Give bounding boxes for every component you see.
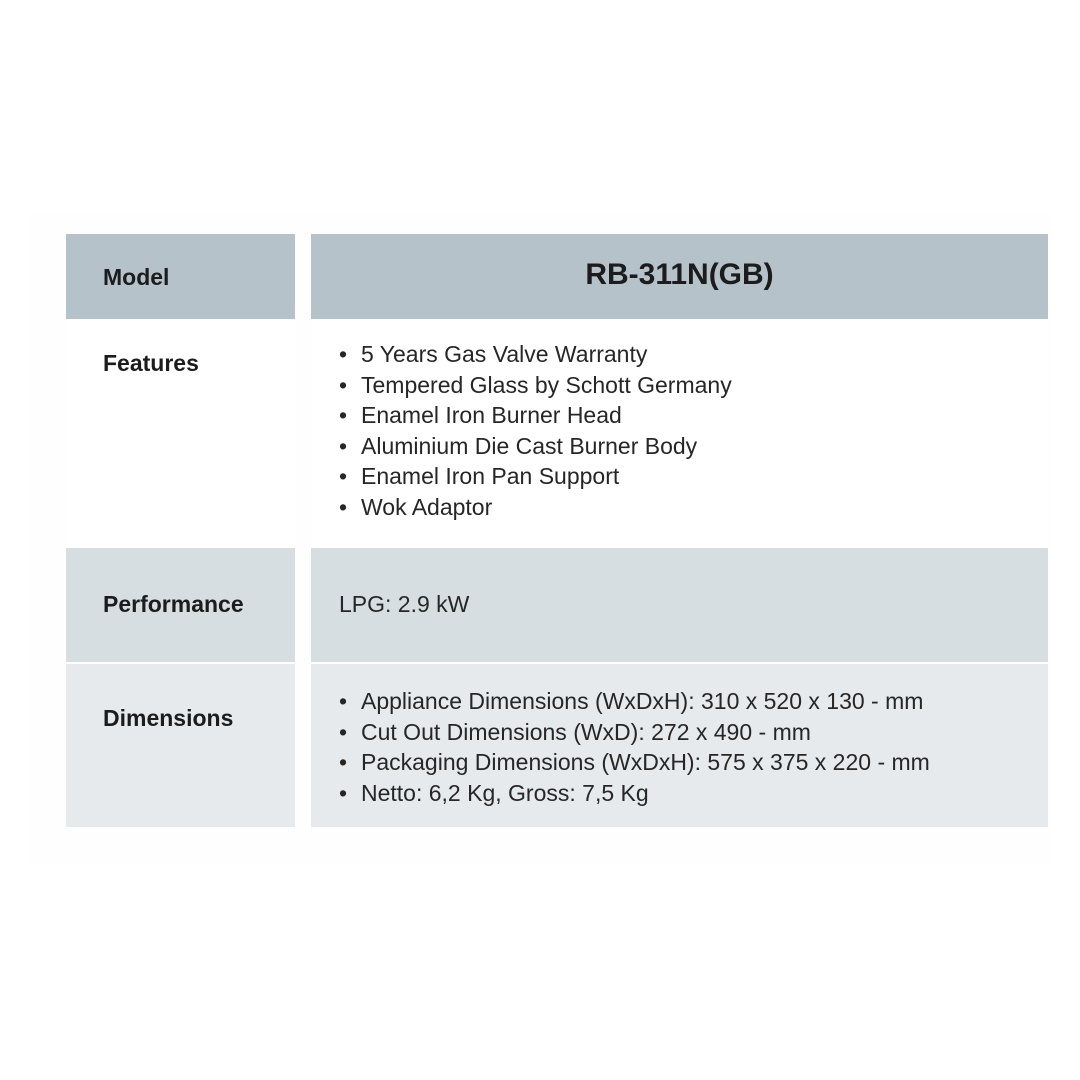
features-label-cell — [66, 319, 295, 547]
features-value-cell — [311, 319, 1048, 547]
dimension-item: • Cut Out Dimensions (WxD): 272 x 490 - mm — [339, 717, 930, 748]
performance-label: Performance — [103, 591, 244, 617]
performance-value: LPG: 2.9 kW — [339, 591, 470, 617]
feature-item: • Aluminium Die Cast Burner Body — [339, 431, 732, 462]
feature-item: • Enamel Iron Burner Head — [339, 400, 732, 431]
features-label: Features — [103, 350, 199, 376]
dimension-item: • Packaging Dimensions (WxDxH): 575 x 375 x 220 - mm — [339, 747, 930, 778]
dimensions-list — [339, 686, 930, 808]
model-label: Model — [103, 264, 170, 290]
feature-item: • Enamel Iron Pan Support — [339, 461, 732, 492]
dimensions-value-cell — [311, 664, 1048, 827]
dimension-item: • Appliance Dimensions (WxDxH): 310 x 520 x 130 - mm — [339, 686, 930, 717]
performance-label-cell — [66, 548, 295, 662]
dimension-item: • Netto: 6,2 Kg, Gross: 7,5 Kg — [339, 778, 930, 809]
feature-item: • Wok Adaptor — [339, 492, 732, 523]
features-list — [339, 339, 732, 523]
model-number: RB-311N(GB) — [585, 258, 774, 291]
performance-value-cell — [311, 548, 1048, 662]
model-value-cell — [311, 234, 1048, 319]
dimensions-label-cell — [66, 664, 295, 827]
feature-item: • Tempered Glass by Schott Germany — [339, 370, 732, 401]
feature-item: • 5 Years Gas Valve Warranty — [339, 339, 732, 370]
dimensions-label: Dimensions — [103, 705, 234, 731]
model-label-cell — [66, 234, 295, 319]
